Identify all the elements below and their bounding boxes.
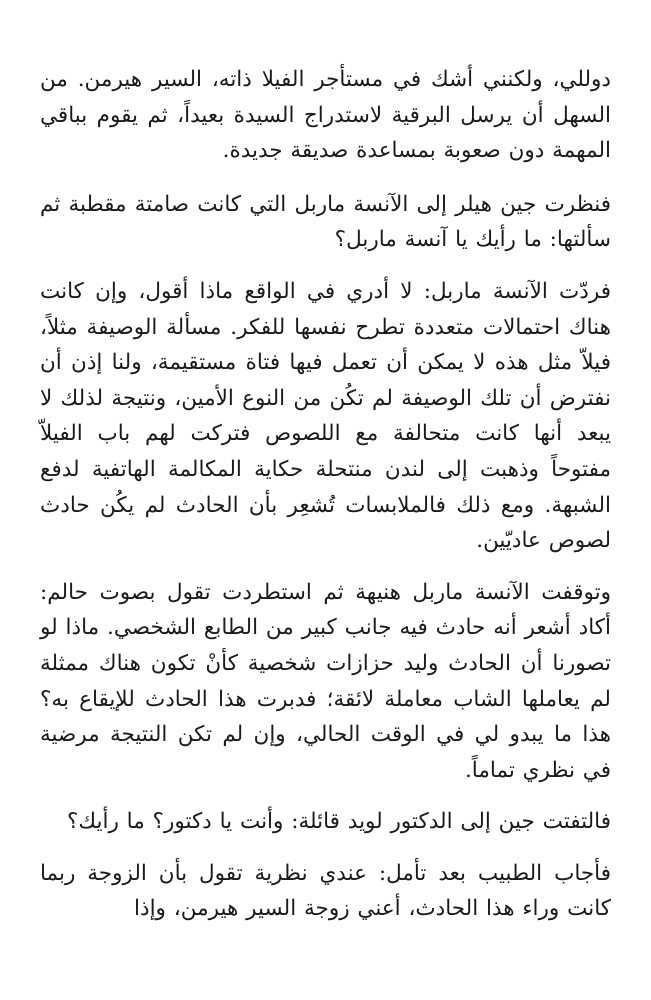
- paragraph-2: فنظرت جين هيلر إلى الآنسة ماربل التي كانت صامتة مقطبة ثم سألتها: ما رأيك يا آنسة ماربل؟: [40, 191, 611, 253]
- paragraph-5: فالتفتت جين إلى الدكتور لويد قائلة: وأنت يا دكتور؟ ما رأيك؟: [66, 809, 611, 835]
- paragraph-4: وتوقفت الآنسة ماربل هنيهة ثم استطردت تقول بصوت حالم: أكاد أشعر أنه حادث فيه جانب كبير من الطابع الشخصي. ماذا لو تصورنا أن الحادث وليد حزازات شخصية كأنْ تكون هناك ممثلة لم يعاملها الشاب معاملة لائقة؛ فدبرت هذا الحادث للإيقاع به؟ هذا ما يبدو لي في الوقت الحالي، وإن لم تكن النتيجة مرضية في نظري تماماً.: [40, 579, 611, 783]
- paragraph-6: فأجاب الطبيب بعد تأمل: عندي نظرية تقول بأن الزوجة ربما كانت وراء هذا الحادث، أعني زوجة السير هيرمن، وإذا: [40, 860, 611, 922]
- paragraph-3: فردّت الآنسة ماربل: لا أدري في الواقع ماذا أقول، وإن كانت هناك احتمالات متعددة تطرح نفسها للفكر. مسألة الوصيفة مثلاً، فيلاّ مثل هذه لا يمكن أن تعمل فيها فتاة مستقيمة، ولنا إذن أن نفترض أن تلك الوصيفة لم تكُن من النوع الأمين، ونتيجة لذلك لا يبعد أنها كانت متحالفة مع اللصوص فتركت لهم باب الفيلاّ مفتوحاً وذهبت إلى لندن منتحلة حكاية المكالمة الهاتفية لدفع الشبهة. ومع ذلك فالملابسات تُشعِر بأن الحادث لم يكُن حادث لصوص عاديّين.: [40, 278, 611, 554]
- paragraph-1: دوللي، ولكنني أشك في مستأجر الفيلا ذاته، السير هيرمن. من السهل أن يرسل البرقية لاستدراج السيدة بعيداً، ثم يقوم بباقي المهمة دون صعوبة بمساعدة صديقة جديدة.: [40, 67, 611, 164]
